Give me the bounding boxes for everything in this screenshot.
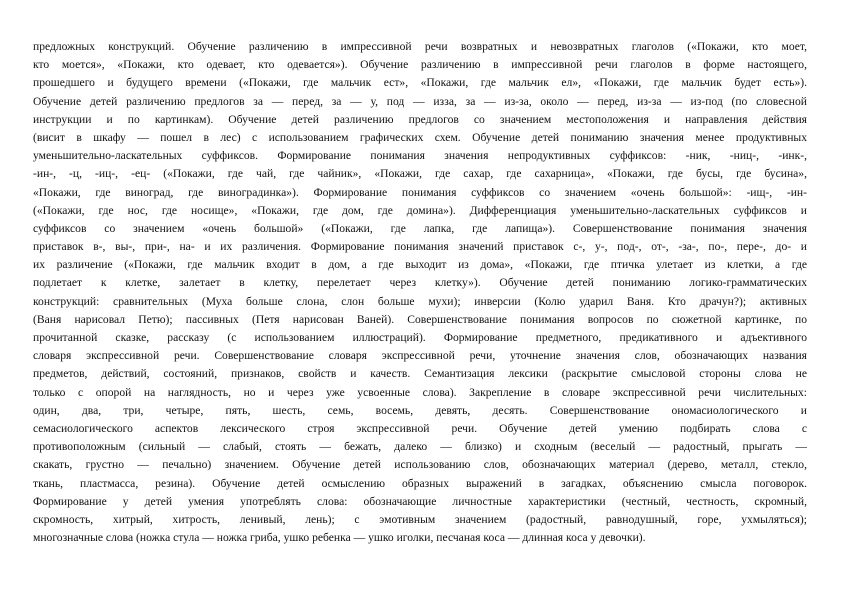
text-line: только с опорой на наглядность, но и через уже усвоенные слова). Закрепление в словаре экспрессивной речи числительных:: [33, 385, 807, 399]
text-line: семасиологического аспектов лексического строя экспрессивной речи. Обучение детей умению подбирать слова с: [33, 421, 807, 435]
text-line: «Покажи, где виноград, где виноградинка»). Формирование понимания суффиксов со значением «очень большой»: -ищ-, -ин-: [33, 185, 807, 199]
text-line: конструкций: сравнительных (Муха больше слона, слон больше мухи); инверсии (Колю ударил Ваня. Кто драчун?); активных: [33, 294, 807, 308]
text-line: суффиксов со значением «очень большой» («Покажи, где лапка, где лапища»). Совершенствование понимания значения: [33, 221, 807, 235]
text-line: противоположным (сильный — слабый, стоять — бежать, далеко — близко) и сходным (веселый — радостный, прыгать —: [33, 440, 807, 454]
text-line: инструкции и по картинкам). Обучение детей различению предлогов со значением местоположения и направления действия: [33, 112, 807, 126]
text-line: Обучение детей различению предлогов за — перед, за — у, под — изза, за — из-за, около — перед, из-за — из-под (по словесной: [33, 94, 807, 108]
text-line: подлетает к клетке, залетает в клетку, перелетает через клетку»). Обучение детей пониманию логико-грамматических: [33, 276, 807, 290]
text-line: уменьшительно-ласкательных суффиксов. Формирование понимания значения непродуктивных суффиксов: -ник, -ниц-, -инк-,: [33, 149, 807, 163]
text-line: скромность, хитрый, хитрость, ленивый, лень); с эмотивным значением (радостный, равнодушный, горе, ухмыляться);: [33, 512, 807, 526]
text-line: один, два, три, четыре, пять, шесть, семь, восемь, девять, десять. Совершенствование ономасиологического и: [33, 403, 807, 417]
text-line: скакать, грустно — печально) значением. Обучение детей использованию слов, обозначающих материал (дерево, металл, стекло,: [33, 458, 807, 472]
document-text-block: [33, 38, 807, 547]
text-line: («Покажи, где нос, где носище», «Покажи, где дом, где домина»). Дифференциация уменьшительно-ласкательных суффиксов и: [33, 203, 807, 217]
text-line: их различение («Покажи, где мальчик входит в дом, а где выходит из дома», «Покажи, где птичка улетает из клетки, а где: [33, 258, 807, 272]
text-line: -ин-, -ц, -иц-, -ец- («Покажи, где чай, где чайник», «Покажи, где сахар, где сахарница», «Покажи, где бусы, где бусина»,: [33, 167, 807, 181]
text-line: предложных конструкций. Обучение различению в импрессивной речи возвратных и невозвратных глаголов («Покажи, кто моет,: [33, 40, 807, 53]
text-line: прочитанной сказке, рассказу (с использованием иллюстраций). Формирование предметного, предикативного и адъективного: [33, 331, 807, 344]
text-line: приставок в-, вы-, при-, на- и их различения. Формирование понимания значений приставок с-, у-, под-, от-, -за-, по-, пере-, до- и: [33, 240, 807, 254]
text-line: ткань, пластмасса, резина). Обучение детей осмыслению образных выражений в загадках, объяснению смысла поговорок.: [33, 476, 807, 490]
text-line: предметов, действий, состояний, признаков, свойств и качеств. Семантизация лексики (раскрытие смысловой стороны слова не: [33, 367, 807, 381]
text-line: (висит в шкафу — пошел в лес) с использованием графических схем. Обучение детей пониманию значения менее продуктивных: [33, 130, 807, 144]
text-line: словаря экспрессивной речи. Совершенствование словаря экспрессивной речи, уточнение значения слов, обозначающих названия: [33, 349, 807, 363]
text-line: Формирование у детей умения употреблять слова: обозначающие личностные характеристики (честный, честность, скромный,: [33, 494, 807, 508]
text-line: кто моется», «Покажи, кто одевает, кто одевается»). Обучение различению в импрессивной речи глаголов в форме настоящего,: [33, 58, 807, 72]
text-line: прошедшего и будущего времени («Покажи, где мальчик ест», «Покажи, где мальчик ел», «Покажи, где мальчик будет есть»).: [33, 76, 807, 90]
text-line: многозначные слова (ножка стула — ножка гриба, ушко ребенка — ушко иголки, песчаная коса — длинная коса у девочки).: [33, 531, 646, 545]
text-line: (Ваня нарисовал Петю); пассивных (Петя нарисован Ваней). Совершенствование понимания вопросов по сюжетной картинке, по: [33, 312, 807, 326]
